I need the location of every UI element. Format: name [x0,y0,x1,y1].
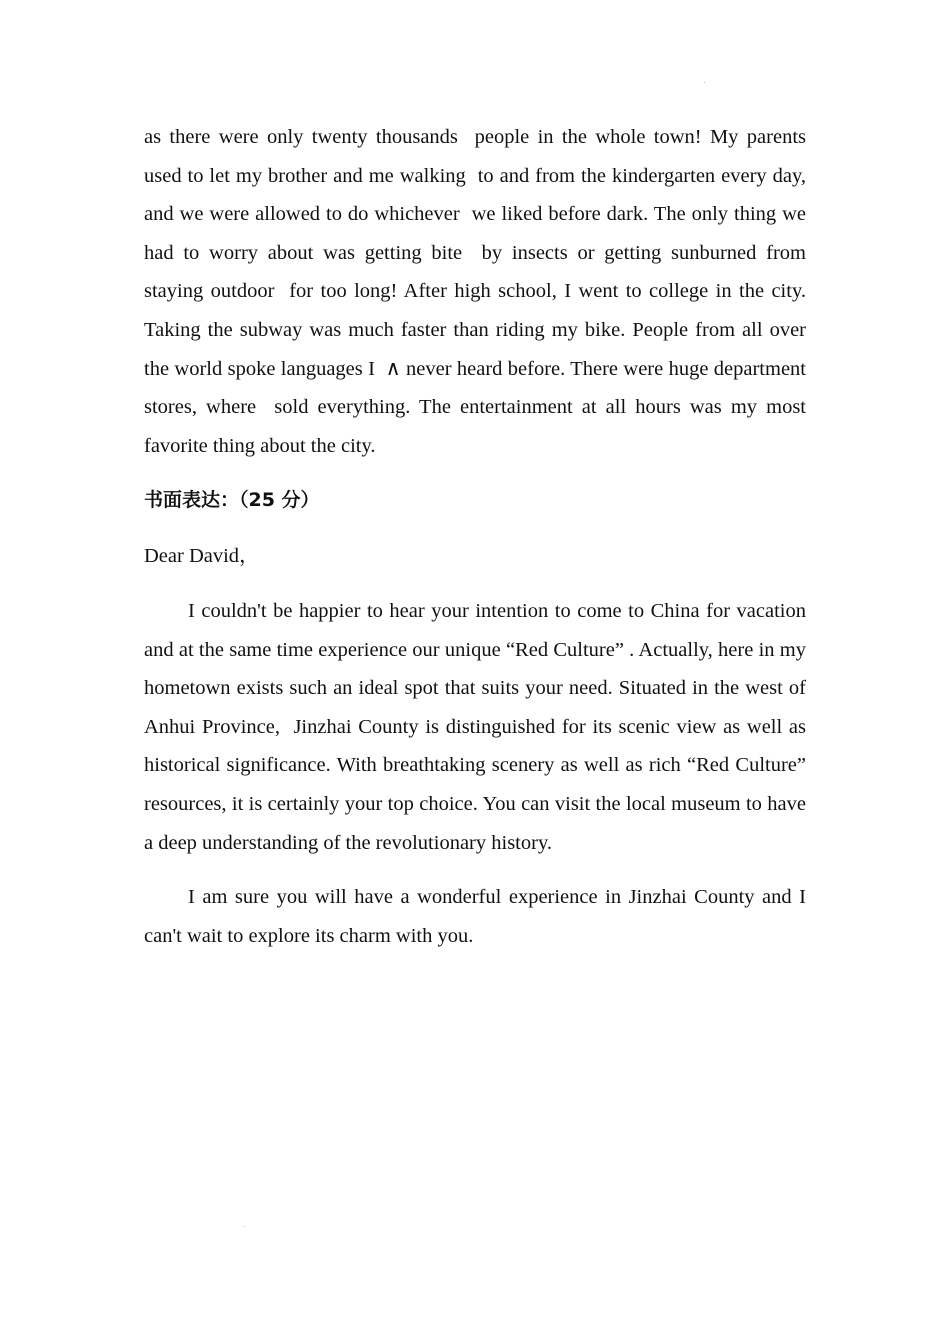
section-heading: 书面表达：（25 分） [144,489,320,512]
page-speck-top [704,82,705,83]
letter-salutation: Dear David， [144,545,260,568]
correction-passage: as there were only twenty thousands people in the whole town! My parents used to let my brother and me walking to and from the kindergarten every day, and we were allowed to do whichever we liked before dark. The only thing we had to worry about was getting bite by insects or getting sunburned from staying outdoor for too long! After high school, I went to college in the city. Taking the subway was much faster than riding my bike. People from all over the world spoke languages I ∧ never heard before. There were huge department stores, where sold everything. The entertainment at all hours was my most favorite thing about the city. [144,126,812,457]
letter-paragraph-1: I couldn't be happier to hear your intention to come to China for vacation and at the same time experience our unique “Red Culture” . Actually, here in my hometown exists such an ideal spot that suits your need. Situated in the west of Anhui Province, Jinzhai County is distinguished for its scenic view as well as historical significance. With breathtaking scenery as well as rich “Red Culture” resources, it is certainly your top choice. You can visit the local museum to have a deep understanding of the revolutionary history. [144,599,812,854]
page-speck-bottom [244,1226,245,1227]
letter-paragraph-2: I am sure you will have a wonderful experience in Jinzhai County and I can't wait to explore its charm with you. [144,886,806,947]
document-page [144,118,812,955]
